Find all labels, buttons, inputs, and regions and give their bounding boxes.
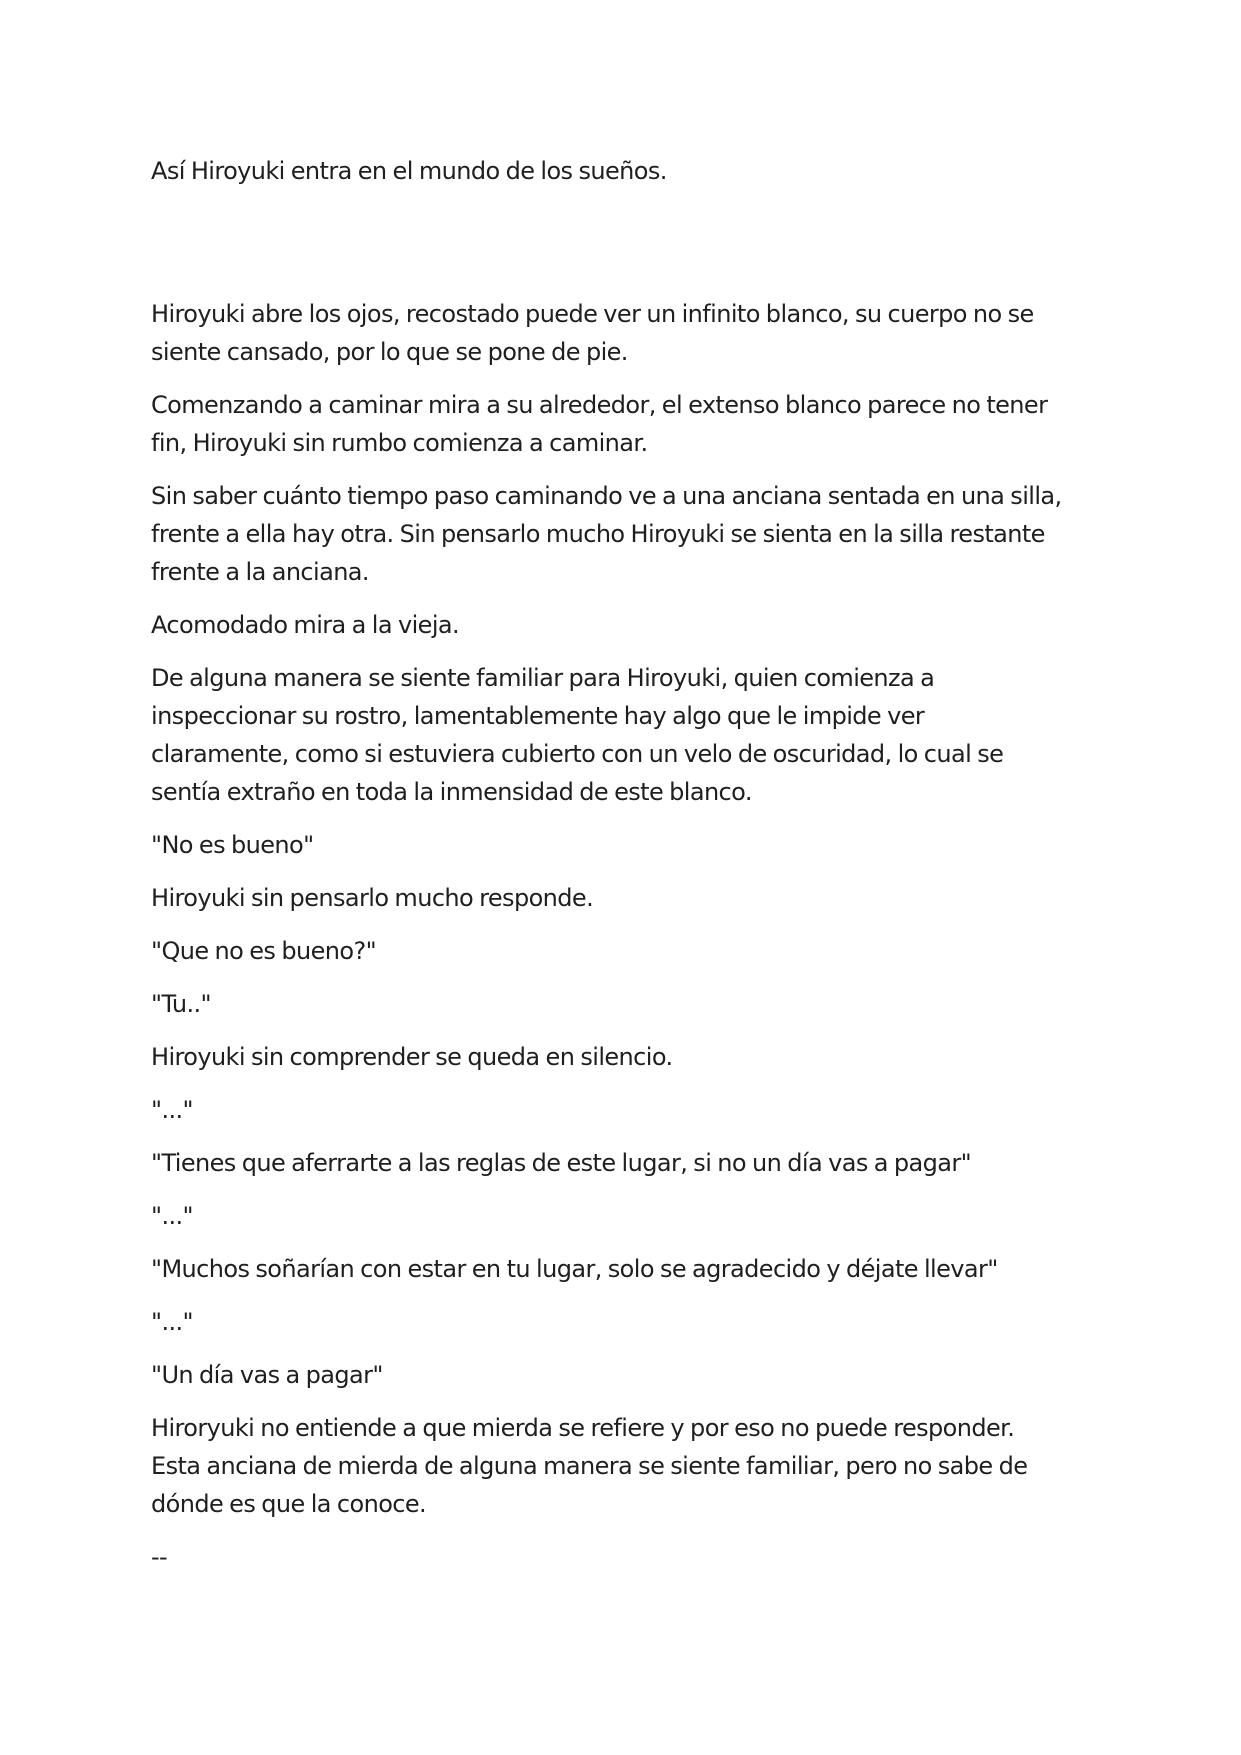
paragraph-line: frente a la anciana. <box>151 558 369 586</box>
paragraph-line: "Muchos soñarían con estar en tu lugar, solo se agradecido y déjate llevar" <box>151 1255 998 1283</box>
paragraph-line: "Tienes que aferrarte a las reglas de este lugar, si no un día vas a pagar" <box>151 1149 972 1177</box>
paragraph-3 <box>151 477 1101 591</box>
paragraph-line: Hiroyuki abre los ojos, recostado puede ver un infinito blanco, su cuerpo no se <box>151 300 1034 328</box>
paragraph-6 <box>151 826 1101 864</box>
paragraph-line: Así Hiroyuki entra en el mundo de los sueños. <box>151 157 667 185</box>
paragraph-line: "No es bueno" <box>151 831 314 859</box>
paragraph-11 <box>151 1091 1101 1129</box>
paragraph-line: "..." <box>151 1202 193 1230</box>
paragraph-line: "..." <box>151 1308 193 1336</box>
paragraph-line: De alguna manera se siente familiar para Hiroyuki, quien comienza a <box>151 664 935 692</box>
paragraph-line: "Que no es bueno?" <box>151 937 377 965</box>
paragraph-line: Comenzando a caminar mira a su alrededor, el extenso blanco parece no tener <box>151 391 1048 419</box>
paragraph-line: "Un día vas a pagar" <box>151 1361 383 1389</box>
paragraph-1 <box>151 295 1101 371</box>
paragraph-line: -- <box>151 1543 168 1571</box>
paragraph-line: dónde es que la conoce. <box>151 1490 427 1518</box>
paragraph-13 <box>151 1197 1101 1235</box>
paragraph-line: Sin saber cuánto tiempo paso caminando ve a una anciana sentada en una silla, <box>151 482 1062 510</box>
paragraph-line: siente cansado, por lo que se pone de pie. <box>151 338 628 366</box>
paragraph-line: "..." <box>151 1096 193 1124</box>
paragraph-7 <box>151 879 1101 917</box>
paragraph-line: Hiroyuki sin comprender se queda en silencio. <box>151 1043 673 1071</box>
paragraph-4 <box>151 606 1101 644</box>
paragraph-line: fin, Hiroyuki sin rumbo comienza a caminar. <box>151 429 648 457</box>
paragraph-17 <box>151 1409 1101 1523</box>
paragraph-line: "Tu.." <box>151 990 211 1018</box>
paragraph-line: Hiroyuki sin pensarlo mucho responde. <box>151 884 594 912</box>
paragraph-9 <box>151 985 1101 1023</box>
paragraph-line: Acomodado mira a la vieja. <box>151 611 460 639</box>
paragraph-line: sentía extraño en toda la inmensidad de este blanco. <box>151 778 752 806</box>
paragraph-5 <box>151 659 1101 811</box>
paragraph-line: claramente, como si estuviera cubierto con un velo de oscuridad, lo cual se <box>151 740 1004 768</box>
paragraph-line: Hiroryuki no entiende a que mierda se refiere y por eso no puede responder. <box>151 1414 1015 1442</box>
paragraph-12 <box>151 1144 1101 1182</box>
intro-block <box>151 152 1101 190</box>
paragraph-line: inspeccionar su rostro, lamentablemente hay algo que le impide ver <box>151 702 925 730</box>
separator-dashes <box>151 1538 1101 1576</box>
paragraph-14 <box>151 1250 1101 1288</box>
paragraph-line: frente a ella hay otra. Sin pensarlo mucho Hiroyuki se sienta en la silla restante <box>151 520 1045 548</box>
paragraph-10 <box>151 1038 1101 1076</box>
paragraph-15 <box>151 1303 1101 1341</box>
paragraph-8 <box>151 932 1101 970</box>
intro-paragraph <box>151 152 1101 190</box>
paragraph-2 <box>151 386 1101 462</box>
paragraph-line: Esta anciana de mierda de alguna manera se siente familiar, pero no sabe de <box>151 1452 1028 1480</box>
body-text <box>151 295 1101 1576</box>
paragraph-16 <box>151 1356 1101 1394</box>
